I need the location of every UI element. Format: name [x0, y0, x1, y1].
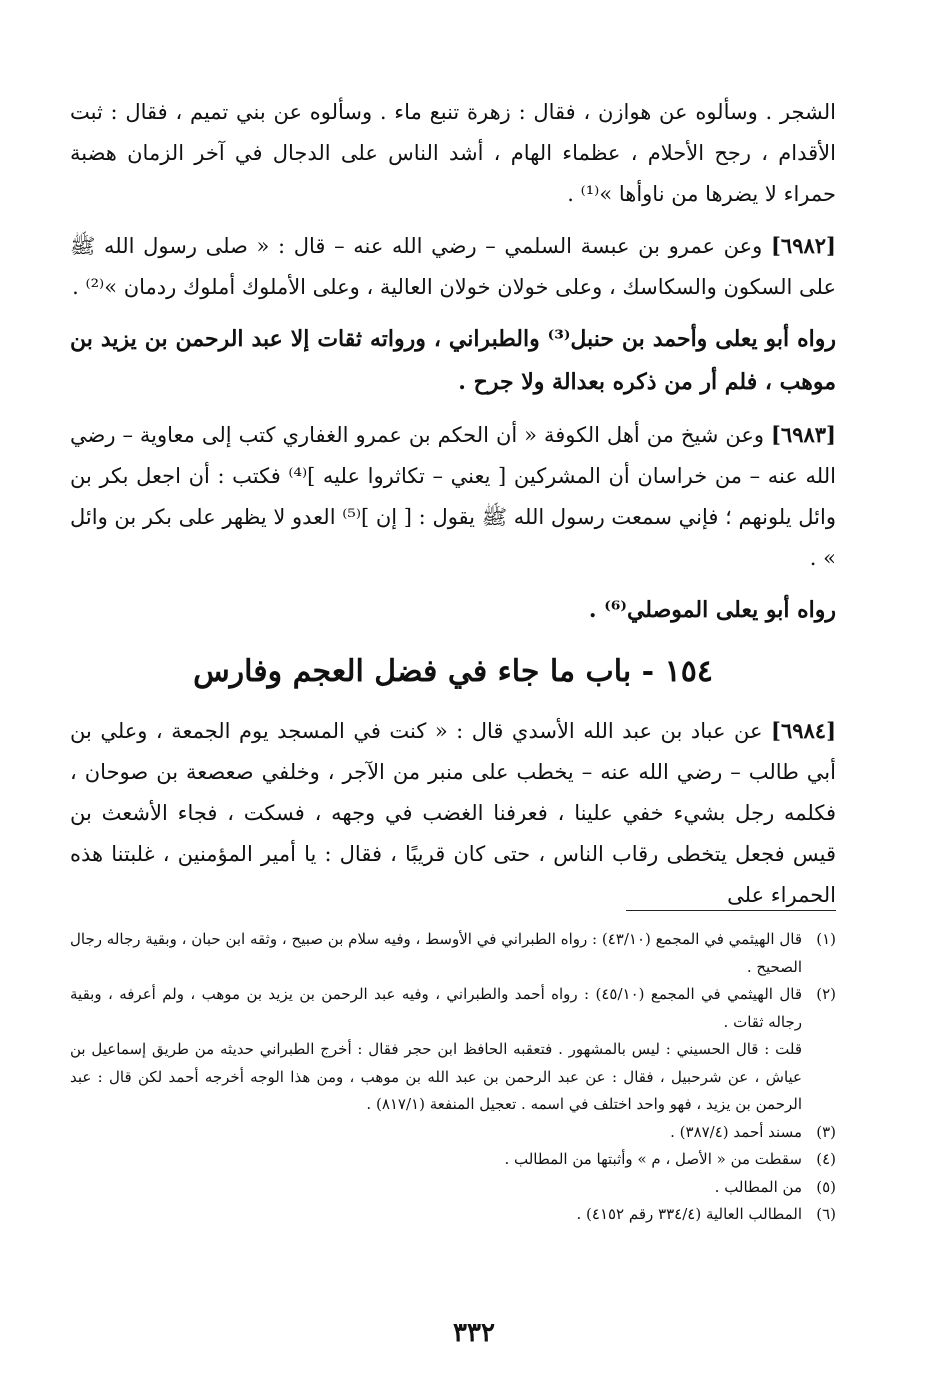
footnote-text: قال الهيثمي في المجمع (٤٥/١٠) : رواه أحمد والطبراني ، وفيه عبد الرحمن بن يزيد بن موهب ، ولم أعرفه ، وبقية رجاله ثقات . [70, 985, 802, 1031]
footnote-number: (٢) [816, 985, 836, 1003]
footnote-text: من المطالب . [714, 1177, 802, 1196]
footnote-number: (٤) [816, 1150, 836, 1168]
footnote-number: (٣) [816, 1122, 836, 1141]
paragraph-continuation: الشجر . وسألوه عن هوازن ، فقال : زهرة تنبع ماء . وسألوه عن بني تميم ، فقال : ثبت الأقدام ، رجح الأحلام ، عظماء الهام ، أشد الناس على الدجال في آخر الزمان هضبة حمراء لا يضرها من ناوأها »⁽¹⁾ . [70, 100, 836, 206]
hadith-number: [٦٩٨٤] [771, 718, 836, 743]
footnote-text: مسند أحمد (٣٨٧/٤) . [670, 1122, 802, 1141]
page-number: ٣٣٢ [453, 1318, 495, 1348]
footnote-text: قلت : قال الحسيني : ليس بالمشهور . فتعقبه الحافظ ابن حجر فقال : أخرج الطبراني حديثه من طريق إسماعيل بن عياش ، عن شرحبيل ، فقال : عن عبد الرحمن بن عبد الله بن موهب ، ومن هذا الوجه أخرجه أحمد لكن قال : عبد الرحمن بن يزيد ، فهو واحد اختلف في اسمه . تعجيل المنفعة (٨١٧/١) . [70, 1040, 802, 1113]
footnote-item [70, 1036, 836, 1119]
hadith-number: [٦٩٨٢] [770, 233, 836, 258]
footnote-item [70, 1201, 836, 1229]
footnote-item [70, 1174, 836, 1202]
hadith-6982 [70, 225, 836, 308]
footnotes [70, 926, 836, 1229]
footnote-item [70, 926, 836, 981]
footnote-text: سقطت من « الأصل ، م » وأثبتها من المطالب . [504, 1150, 802, 1168]
footnote-number: (٥) [816, 1177, 836, 1196]
hadith-text: وعن عمرو بن عبسة السلمي – رضي الله عنه – قال : « صلى رسول الله ﷺ على السكون والسكاسك ، وعلى خولان خولان العالية ، وعلى الأملوك أملوك ردمان »⁽²⁾ . [70, 234, 836, 299]
hadith-6983-narration: رواه أبو يعلى الموصلي⁽⁶⁾ . [588, 597, 836, 623]
hadith-text: عن عباد بن عبد الله الأسدي قال : « كنت في المسجد يوم الجمعة ، وعلي بن أبي طالب – رضي الله عنه – يخطب على منبر من الآجر ، وخلفي صعصعة بن صوحان ، فكلمه رجل بشيء خفي علينا ، فعرفنا الغضب في وجهه ، فسكت ، فجاء الأشعث بن قيس فجعل يتخطى رقاب الناس ، حتى كان قريبًا ، فقال : يا أمير المؤمنين ، غلبتنا هذه الحمراء على [70, 719, 836, 907]
footnote-number: (١) [816, 930, 836, 948]
hadith-6982-narration: رواه أبو يعلى وأحمد بن حنبل⁽³⁾ والطبراني ، ورواته ثقات إلا عبد الرحمن بن يزيد بن موهب ، فلم أر من ذكره بعدالة ولا جرح . [70, 326, 836, 395]
hadith-number: [٦٩٨٣] [770, 422, 836, 447]
hadith-text: وعن شيخ من أهل الكوفة « أن الحكم بن عمرو الغفاري كتب إلى معاوية – رضي الله عنه – من خراسان أن المشركين [ يعني – تكاثروا عليه ]⁽⁴⁾ فكتب : أن اجعل بكر بن وائل يلونهم ؛ فإني سمعت رسول الله ﷺ يقول : [ إن ]⁽⁵⁾ العدو لا يظهر على بكر بن وائل » . [70, 423, 836, 570]
footnote-number [802, 1036, 836, 1119]
hadith-6983 [70, 414, 836, 579]
footnote-number: (٦) [816, 1205, 836, 1223]
footnote-separator [626, 910, 836, 911]
main-text [70, 92, 836, 926]
footnote-item [70, 981, 836, 1036]
hadith-6984 [70, 710, 836, 916]
footnote-item [70, 1146, 836, 1174]
chapter-title: ١٥٤ - باب ما جاء في فضل العجم وفارس [193, 654, 713, 689]
footnote-text: المطالب العالية (٣٣٤/٤ رقم ٤١٥٢) . [576, 1205, 802, 1223]
footnote-text: قال الهيثمي في المجمع (٤٣/١٠) : رواه الطبراني في الأوسط ، وفيه سلام بن صبيح ، وثقه ابن حبان ، وبقية رجاله رجال الصحيح . [70, 930, 802, 976]
footnote-item [70, 1119, 836, 1147]
